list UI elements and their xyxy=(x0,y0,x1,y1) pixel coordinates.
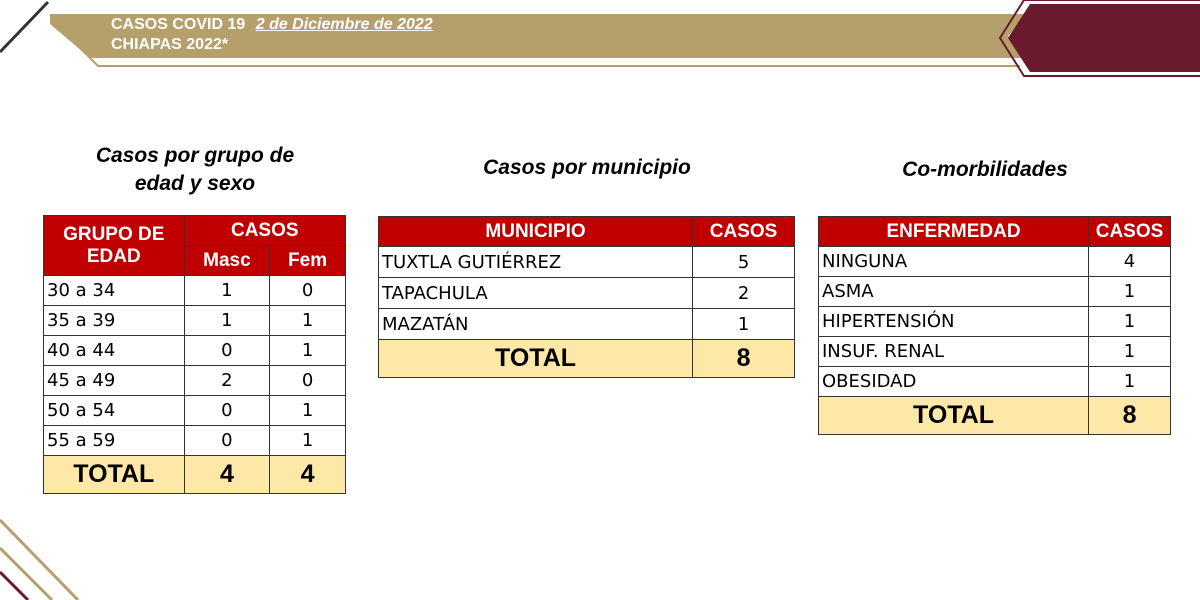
total-value: 8 xyxy=(1089,397,1171,435)
fem-cell: 0 xyxy=(270,276,346,306)
total-fem: 4 xyxy=(270,456,346,494)
corner-line-bottom-left-2 xyxy=(0,548,52,600)
fem-cell: 1 xyxy=(270,396,346,426)
table-row xyxy=(379,278,795,309)
total-label: TOTAL xyxy=(819,397,1089,435)
enfermedad-cell: OBESIDAD xyxy=(819,367,1089,397)
total-label: TOTAL xyxy=(379,340,693,378)
enfermedad-cell: ASMA xyxy=(819,277,1089,307)
age-sex-table xyxy=(43,215,346,494)
col-header-casos: CASOS xyxy=(693,217,795,247)
table-row xyxy=(819,337,1171,367)
municipio-table-title: Casos por municipio xyxy=(483,156,691,179)
col-header-fem: Fem xyxy=(270,246,346,276)
col-header-cases: CASOS xyxy=(184,216,345,246)
col-header-masc: Masc xyxy=(184,246,270,276)
enfermedad-cell: NINGUNA xyxy=(819,247,1089,277)
total-value: 8 xyxy=(693,340,795,378)
table-row xyxy=(44,276,346,306)
table-row xyxy=(44,366,346,396)
age-table-title xyxy=(44,142,346,198)
enfermedad-cell: HIPERTENSIÓN xyxy=(819,307,1089,337)
age-table-title-line2: edad y sexo xyxy=(134,172,256,195)
table-row xyxy=(819,247,1171,277)
col-header-group xyxy=(44,216,185,276)
table-row xyxy=(379,309,795,340)
total-row xyxy=(379,340,795,378)
corner-line-top-left xyxy=(0,2,48,52)
enfermedad-cell: INSUF. RENAL xyxy=(819,337,1089,367)
masc-cell: 0 xyxy=(184,396,270,426)
municipio-cell: TUXTLA GUTIÉRREZ xyxy=(379,247,693,278)
age-table-title-line1: Casos por grupo de xyxy=(95,144,295,167)
table-row xyxy=(44,426,346,456)
table-row xyxy=(819,277,1171,307)
fem-cell: 1 xyxy=(270,306,346,336)
header-line2: CHIAPAS 2022* xyxy=(111,36,229,53)
col-header-group-line1: GRUPO DE xyxy=(63,223,165,245)
masc-cell: 0 xyxy=(184,336,270,366)
comorb-table-title: Co-morbilidades xyxy=(902,158,1068,181)
table-row xyxy=(44,336,346,366)
masc-cell: 1 xyxy=(184,306,270,336)
fem-cell: 1 xyxy=(270,336,346,366)
table-row xyxy=(379,247,795,278)
table-row xyxy=(44,306,346,336)
age-group-cell: 50 a 54 xyxy=(44,396,185,426)
age-group-cell: 45 a 49 xyxy=(44,366,185,396)
casos-cell: 4 xyxy=(1089,247,1171,277)
total-row xyxy=(819,397,1171,435)
col-header-enfermedad: ENFERMEDAD xyxy=(819,217,1089,247)
comorbidities-table xyxy=(818,216,1171,435)
total-masc: 4 xyxy=(184,456,270,494)
age-group-cell: 55 a 59 xyxy=(44,426,185,456)
casos-cell: 1 xyxy=(1089,277,1171,307)
col-header-group-line2: EDAD xyxy=(86,245,141,267)
table-row xyxy=(819,367,1171,397)
municipio-cell: TAPACHULA xyxy=(379,278,693,309)
age-group-cell: 40 a 44 xyxy=(44,336,185,366)
header-maroon-badge xyxy=(1008,4,1200,72)
total-label: TOTAL xyxy=(44,456,185,494)
table-row xyxy=(819,307,1171,337)
municipio-table xyxy=(378,216,795,378)
col-header-casos: CASOS xyxy=(1089,217,1171,247)
fem-cell: 0 xyxy=(270,366,346,396)
col-header-municipio: MUNICIPIO xyxy=(379,217,693,247)
header-line1: CASOS COVID 19 xyxy=(111,16,246,33)
casos-cell: 1 xyxy=(1089,367,1171,397)
fem-cell: 1 xyxy=(270,426,346,456)
total-row xyxy=(44,456,346,494)
casos-cell: 1 xyxy=(1089,307,1171,337)
masc-cell: 2 xyxy=(184,366,270,396)
casos-cell: 1 xyxy=(693,309,795,340)
masc-cell: 0 xyxy=(184,426,270,456)
municipio-cell: MAZATÁN xyxy=(379,309,693,340)
age-group-cell: 35 a 39 xyxy=(44,306,185,336)
table-row xyxy=(44,396,346,426)
age-group-cell: 30 a 34 xyxy=(44,276,185,306)
casos-cell: 1 xyxy=(1089,337,1171,367)
header-title xyxy=(111,15,433,55)
masc-cell: 1 xyxy=(184,276,270,306)
casos-cell: 2 xyxy=(693,278,795,309)
header-date: 2 de Diciembre de 2022 xyxy=(255,16,433,33)
casos-cell: 5 xyxy=(693,247,795,278)
corner-line-bottom-left-3 xyxy=(0,572,28,600)
